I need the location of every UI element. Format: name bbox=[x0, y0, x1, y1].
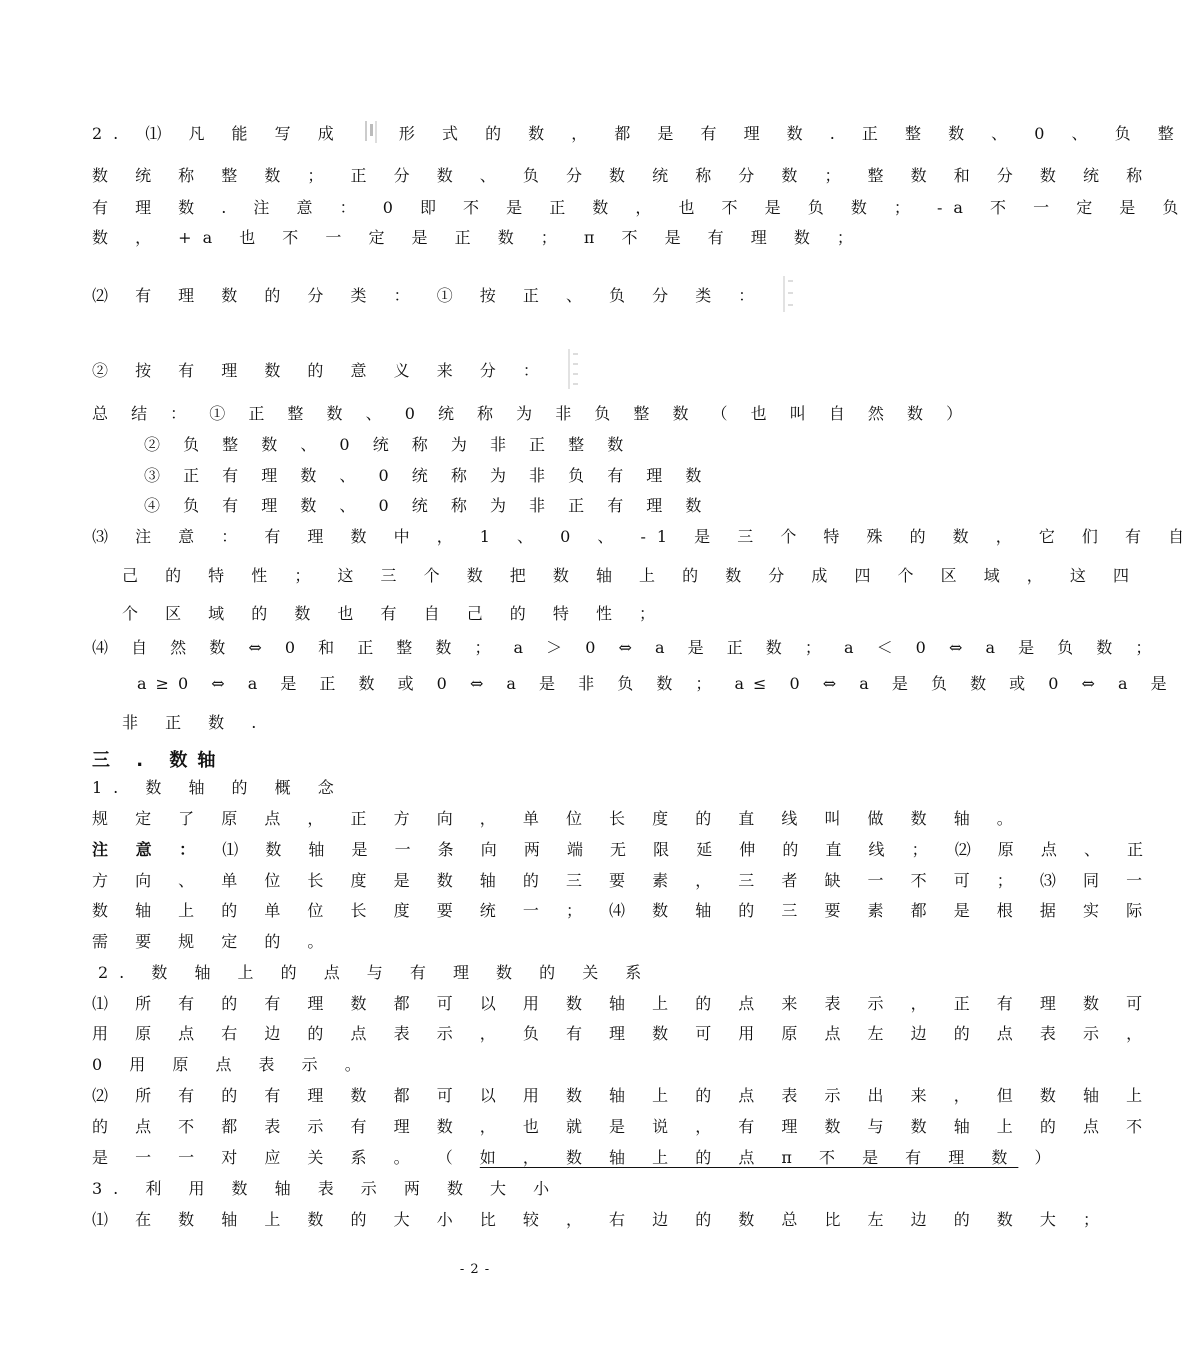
text-span: ） bbox=[1034, 1148, 1062, 1167]
text-span: ⑵ 有 理 数 的 分 类 ： ① 按 正 、 负 分 类 ： bbox=[92, 286, 766, 305]
text-line: 需 要 规 定 的 。 bbox=[92, 932, 335, 951]
text-line: 1. 数 轴 的 概 念 bbox=[92, 778, 345, 797]
classification-diagram-image bbox=[566, 347, 582, 396]
text-span: ② 按 有 理 数 的 意 义 来 分 ： bbox=[92, 361, 550, 380]
note-label: 注 意 ： bbox=[92, 840, 207, 859]
text-span: 2. ⑴ 凡 能 写 成 bbox=[92, 124, 345, 143]
text-span: 形 式 的 数 ， 都 是 有 理 数 . 正 整 数 、 0 、 负 整 bbox=[398, 124, 1185, 143]
text-line: 方 向 、 单 位 长 度 是 数 轴 的 三 要 素 ， 三 者 缺 一 不 可 ； ⑶ 同 一 bbox=[92, 871, 1154, 890]
text-line: ④ 负 有 理 数 、 0 统 称 为 非 正 有 理 数 bbox=[144, 496, 711, 515]
text-line: 个 区 域 的 数 也 有 自 己 的 特 性 ； bbox=[122, 604, 667, 623]
fraction-formula-image bbox=[361, 119, 383, 150]
text-line bbox=[92, 274, 852, 319]
section-heading: 三 . 数轴 bbox=[92, 750, 226, 771]
underlined-example: 如 ， 数 轴 上 的 点 π 不 是 有 理 数 bbox=[479, 1148, 1019, 1167]
text-line: 有 理 数 . 注 意 ： 0 即 不 是 正 数 ， 也 不 是 负 数 ； -a 不 一 定 是 负 bbox=[92, 198, 1190, 217]
text-line: 用 原 点 右 边 的 点 表 示 ， 负 有 理 数 可 用 原 点 左 边 的 点 表 示 ， bbox=[92, 1024, 1154, 1043]
text-line bbox=[92, 1148, 1062, 1168]
text-line: 非 正 数 . bbox=[122, 713, 268, 732]
text-line: ⑵ 所 有 的 有 理 数 都 可 以 用 数 轴 上 的 点 表 示 出 来 ， 但 数 轴 上 bbox=[92, 1086, 1154, 1105]
text-line: a≥0 ⇔ a 是 正 数 或 0 ⇔ a 是 非 负 数 ； a≤ 0 ⇔ a 是 负 数 或 0 ⇔ a 是 bbox=[137, 674, 1176, 693]
text-line: ⑴ 所 有 的 有 理 数 都 可 以 用 数 轴 上 的 点 来 表 示 ， 正 有 理 数 可 bbox=[92, 994, 1154, 1013]
text-line: 总 结 ： ① 正 整 数 、 0 统 称 为 非 负 整 数 （ 也 叫 自 然 数 ） bbox=[92, 404, 972, 423]
text-line bbox=[92, 840, 1155, 860]
text-line bbox=[92, 119, 1185, 150]
text-line: 规 定 了 原 点 ， 正 方 向 ， 单 位 长 度 的 直 线 叫 做 数 轴 。 bbox=[92, 809, 1024, 828]
classification-diagram-image bbox=[781, 274, 797, 319]
text-line: 数 统 称 整 数 ； 正 分 数 、 负 分 数 统 称 分 数 ； 整 数 和 分 数 统 称 bbox=[92, 166, 1154, 185]
text-span: ⑴ 数 轴 是 一 条 向 两 端 无 限 延 伸 的 直 线 ； ⑵ 原 点 、 正 bbox=[222, 840, 1155, 859]
text-line: 的 点 不 都 表 示 有 理 数 ， 也 就 是 说 ， 有 理 数 与 数 轴 上 的 点 不 bbox=[92, 1117, 1154, 1136]
text-line: 3. 利 用 数 轴 表 示 两 数 大 小 bbox=[92, 1179, 561, 1198]
text-line: 数 轴 上 的 单 位 长 度 要 统 一 ； ⑷ 数 轴 的 三 要 素 都 是 根 据 实 际 bbox=[92, 901, 1154, 920]
text-line: 2. 数 轴 上 的 点 与 有 理 数 的 关 系 bbox=[98, 963, 653, 982]
text-line bbox=[92, 347, 852, 396]
text-line: 数 ， +a 也 不 一 定 是 正 数 ； π 不 是 有 理 数 ； bbox=[92, 228, 864, 247]
text-line: ③ 正 有 理 数 、 0 统 称 为 非 负 有 理 数 bbox=[144, 466, 711, 485]
text-span: 是 一 一 对 应 关 系 。 （ bbox=[92, 1148, 464, 1167]
text-line: ② 负 整 数 、 0 统 称 为 非 正 整 数 bbox=[144, 435, 633, 454]
text-line: 己 的 特 性 ； 这 三 个 数 把 数 轴 上 的 数 分 成 四 个 区 域 ， 这 四 bbox=[122, 566, 1140, 585]
text-line: ⑴ 在 数 轴 上 数 的 大 小 比 较 ， 右 边 的 数 总 比 左 边 的 数 大 ； bbox=[92, 1210, 1110, 1229]
text-line: ⑶ 注 意 ： 有 理 数 中 ， 1 、 0 、 -1 是 三 个 特 殊 的 数 ， 它 们 有 自 bbox=[92, 527, 1195, 546]
text-line: ⑷ 自 然 数 ⇔ 0 和 正 整 数 ； a ＞ 0 ⇔ a 是 正 数 ； a ＜ 0 ⇔ a 是 负 数 ； bbox=[92, 638, 1161, 657]
text-line: 0 用 原 点 表 示 。 bbox=[92, 1055, 372, 1074]
page-number: - 2 - bbox=[459, 1262, 491, 1277]
